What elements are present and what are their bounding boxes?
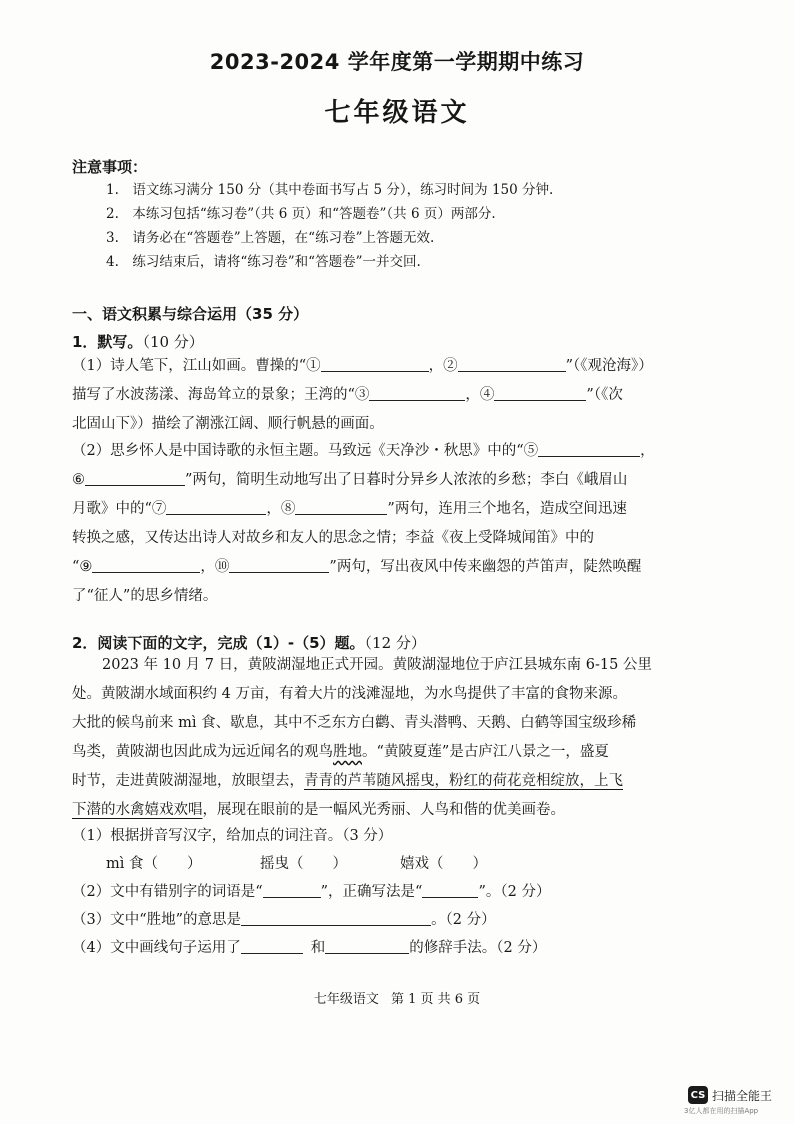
question-2-points: （12 分） (364, 634, 426, 652)
question-2-title: 2．阅读下面的文字，完成（1）-（5）题。 (72, 634, 365, 652)
exam-subject: 七年级语文 (324, 98, 470, 128)
notice-item: 2. 本练习包括“练习卷”（共 6 页）和“答题卷”（共 6 页）两部分. (106, 206, 496, 222)
camscanner-logo-icon: CS (688, 1086, 708, 1104)
answer-blank-7[interactable] (166, 496, 266, 515)
question-1-part-2 (72, 437, 724, 611)
question-2-subquestions (72, 822, 724, 962)
question-2-heading (72, 632, 426, 653)
answer-blank-rhetoric-1[interactable] (241, 935, 303, 954)
answer-blank-meaning[interactable] (241, 907, 431, 926)
text-line: 2023 年 10 月 7 日，黄陂湖湿地正式开园。黄陂湖湿地位于庐江县城东南 6-15 公里 (102, 657, 652, 673)
question-1-points: （10 分） (142, 333, 204, 351)
subquestion-1: （1）根据拼音写汉字，给加点的词注音。（3 分） (72, 828, 393, 844)
text-line: （2）思乡怀人是中国诗歌的永恒主题。马致远《天净沙・秋思》中的“⑤ ， (72, 437, 724, 466)
underlined-sentence: 青青的芦苇随风摇曳，粉红的荷花竞相绽放，上飞 (304, 773, 623, 789)
wavy-underlined-word: 胜地 (333, 744, 362, 760)
underlined-sentence: 下潜的水禽嬉戏欢唱 (72, 802, 203, 818)
notice-heading: 注意事项： (72, 158, 148, 176)
watermark-tagline: 3亿人都在用的扫描App (684, 1107, 759, 1115)
text-line: 大批的候鸟前来 mì 食、歇息，其中不乏东方白鹳、青头潜鸭、天鹅、白鹤等国宝级珍稀 (72, 715, 637, 731)
subquestion-1-items (72, 850, 724, 878)
text-line: 下潜的水禽嬉戏欢唱，展现在眼前的是一幅风光秀丽、人鸟和偕的优美画卷。 (72, 802, 565, 818)
answer-blank-typo[interactable] (263, 879, 321, 898)
text-line: 月歌》中的“⑦ ，⑧ ”两句，连用三个地名，造成空间迅速 (72, 495, 724, 524)
answer-blank-10[interactable] (229, 554, 329, 573)
answer-blank-6[interactable] (85, 467, 185, 486)
answer-blank-8[interactable] (295, 496, 387, 515)
notice-item: 1. 语文练习满分 150 分（其中卷面书写占 5 分），练习时间为 150 分钟. (106, 182, 554, 198)
answer-blank-9[interactable] (92, 554, 200, 573)
text-line: 转换之感，又传达出诗人对故乡和友人的思念之情；李益《夜上受降城闻笛》中的 (72, 530, 594, 546)
subquestion-4: （4）文中画线句子运用了 和 的修辞手法。（2 分） (72, 934, 724, 962)
answer-blank-4[interactable] (494, 382, 586, 401)
text-line: 描写了水波荡漾、海岛耸立的景象；王湾的“③ ，④ ”（《次 (72, 381, 724, 410)
text-line: （1）诗人笔下，江山如画。曹操的“① ，② ”（《观沧海》） (72, 352, 724, 381)
answer-blank-1[interactable] (321, 353, 429, 372)
pinyin-item[interactable]: mì 食（ ） (106, 856, 202, 872)
footer-course: 七年级语文 (313, 992, 379, 1007)
answer-blank-correction[interactable] (422, 879, 478, 898)
subquestion-3: （3）文中“胜地”的意思是 。（2 分） (72, 906, 724, 934)
answer-blank-5[interactable] (538, 438, 640, 457)
text-line: “⑨ ，⑩ ”两句，写出夜风中传来幽怨的芦笛声，陡然唤醒 (72, 553, 724, 582)
question-1-title: 1．默写。 (72, 333, 143, 351)
answer-blank-2[interactable] (458, 353, 566, 372)
question-1-part-1 (72, 352, 724, 439)
text-line: 北固山下》）描绘了潮涨江阔、顺行帆悬的画面。 (72, 416, 384, 432)
text-line: 处。黄陂湖水域面积约 4 万亩，有着大片的浅滩湿地，为水鸟提供了丰富的食物来源。 (72, 686, 627, 702)
pinyin-item[interactable]: 嬉戏（ ） (400, 856, 487, 872)
watermark-name: 扫描全能王 (712, 1088, 773, 1103)
section-heading: 一、语文积累与综合运用（35 分） (72, 305, 309, 323)
answer-blank-rhetoric-2[interactable] (325, 935, 409, 954)
text-line: 了“征人”的思乡情绪。 (72, 588, 218, 604)
footer-page-number: 第 1 页 共 6 页 (390, 992, 481, 1007)
notice-list (106, 178, 553, 274)
text-line: 时节，走进黄陂湖湿地，放眼望去，青青的芦苇随风摇曳，粉红的荷花竞相绽放，上飞 (72, 773, 623, 789)
text-line: 鸟类，黄陂湖也因此成为远近闻名的观鸟胜地。“黄陂夏莲”是古庐江八景之一，盛夏 (72, 744, 609, 760)
pinyin-item[interactable]: 摇曳（ ） (260, 856, 347, 872)
text-line: ⑥ ”两句，简明生动地写出了日暮时分异乡人浓浓的乡愁；李白《峨眉山 (72, 466, 724, 495)
notice-item: 4. 练习结束后，请将“练习卷”和“答题卷”一并交回. (106, 254, 421, 270)
notice-item: 3. 请务必在“答题卷”上答题，在“练习卷”上答题无效. (106, 230, 435, 246)
question-1-heading (72, 331, 204, 352)
page-footer (0, 988, 794, 1007)
reading-passage (72, 651, 724, 825)
exam-title: 2023-2024 学年度第一学期期中练习 (209, 50, 585, 74)
subquestion-2: （2）文中有错别字的词语是“ ”，正确写法是“ ”。（2 分） (72, 878, 724, 906)
scanner-watermark (688, 1086, 772, 1104)
answer-blank-3[interactable] (369, 382, 465, 401)
